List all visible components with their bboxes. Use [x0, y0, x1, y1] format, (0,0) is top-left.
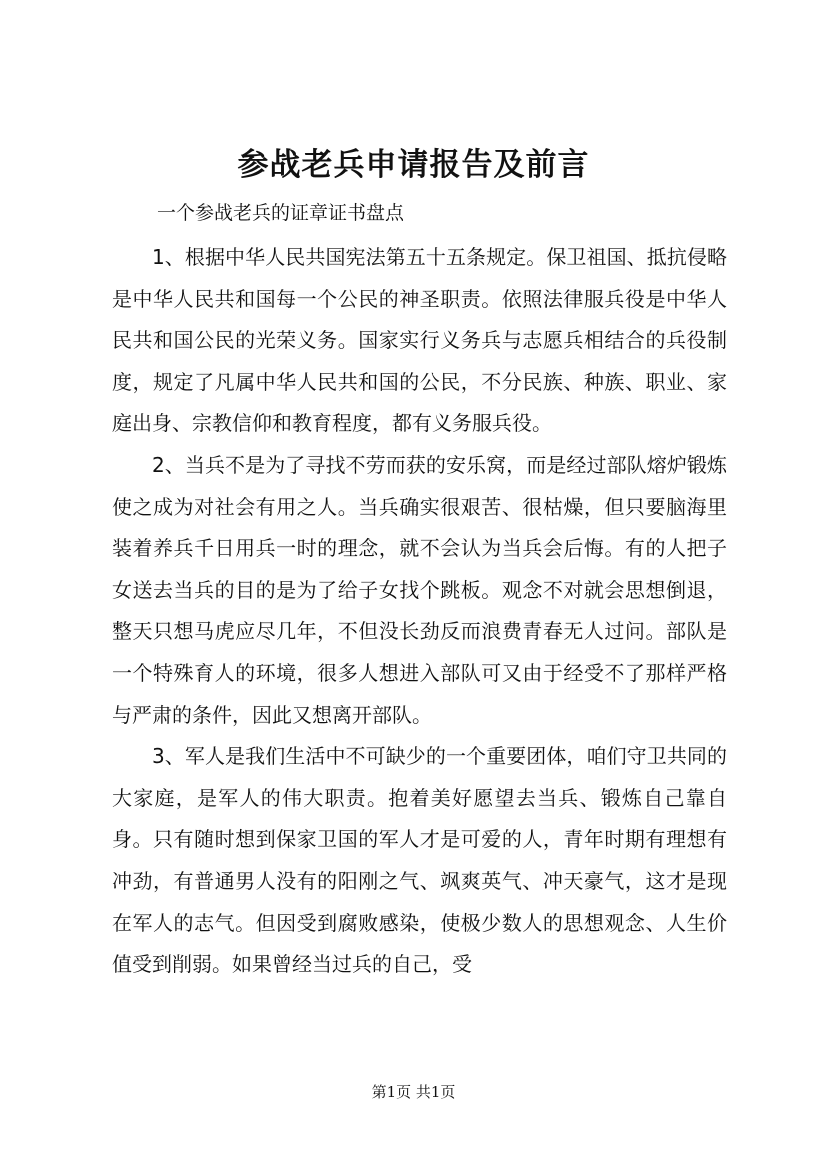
document-title: 参战老兵申请报告及前言	[237, 147, 590, 183]
paragraph-2: 2、当兵不是为了寻找不劳而获的安乐窝，而是经过部队熔炉锻炼使之成为对社会有用之人。当兵确实很艰苦、很枯燥，但只要脑海里装着养兵千日用兵一时的理念，就不会认为当兵会后悔。有的人把子女送去当兵的目的是为了给子女找个跳板。观念不对就会思想倒退，整天只想马虎应尽几年，不但没长劲反而浪费青春无人过问。部队是一个特殊育人的环境，很多人想进入部队可又由于经受不了那样严格与严肃的条件，因此又想离开部队。	[112, 452, 727, 727]
paragraph-1: 1、根据中华人民共国宪法第五十五条规定。保卫祖国、抵抗侵略是中华人民共和国每一个公民的神圣职责。依照法律服兵役是中华人民共和国公民的光荣义务。国家实行义务兵与志愿兵相结合的兵役制度，规定了凡属中华人民共和国的公民，不分民族、种族、职业、家庭出身、宗教信仰和教育程度，都有义务服兵役。	[112, 245, 727, 436]
document-subtitle: 一个参战老兵的证章证书盘点	[157, 202, 405, 224]
paragraph-3: 3、军人是我们生活中不可缺少的一个重要团体，咱们守卫共同的大家庭，是军人的伟大职责。抱着美好愿望去当兵、锻炼自己靠自身。只有随时想到保家卫国的军人才是可爱的人，青年时期有理想有冲劲，有普通男人没有的阳刚之气、飒爽英气、冲天豪气，这才是现在军人的志气。但因受到腐败感染，使极少数人的思想观念、人生价值受到削弱。如果曾经当过兵的自己，受	[112, 744, 727, 977]
document-body	[112, 237, 727, 986]
page-number-footer: 第1页 共1页	[371, 1083, 456, 1101]
